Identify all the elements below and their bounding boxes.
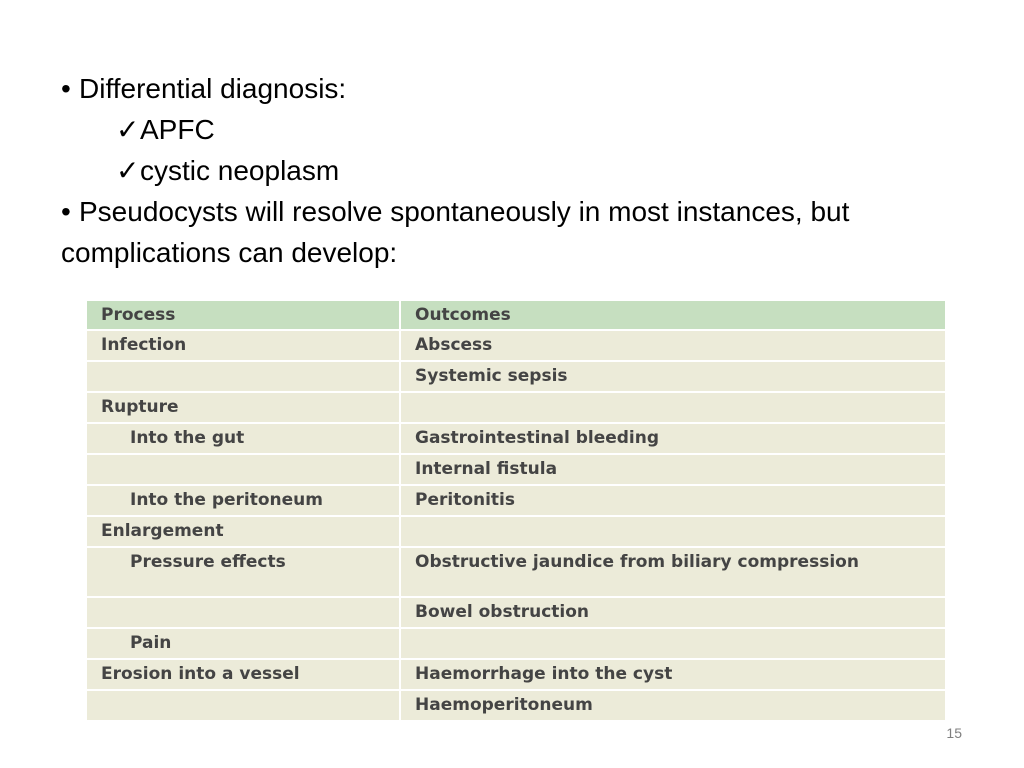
table-row [86,454,946,485]
process-cell: Pressure effects [86,547,400,597]
table-row [86,485,946,516]
bullet-text: Differential diagnosis: [79,73,347,104]
sub-item-apfc [61,109,981,150]
process-cell: Enlargement [86,516,400,547]
table-row [86,628,946,659]
checkmark-icon: ✓ [116,114,140,145]
outcome-cell: Bowel obstruction [400,597,946,628]
header-process: Process [86,300,400,330]
outcome-cell: Haemorrhage into the cyst [400,659,946,690]
outcome-cell: Internal fistula [400,454,946,485]
table-header-row [86,300,946,330]
outcome-cell [400,392,946,423]
table-row [86,361,946,392]
table-row [86,659,946,690]
table-row [86,423,946,454]
outcome-cell [400,516,946,547]
table-row [86,690,946,721]
process-cell: Pain [86,628,400,659]
outcome-cell [400,628,946,659]
process-cell [86,454,400,485]
process-cell [86,597,400,628]
complications-table-image [85,299,945,715]
outcome-cell: Abscess [400,330,946,361]
outcome-cell: Haemoperitoneum [400,690,946,721]
table-row [86,516,946,547]
sub-item-text: cystic neoplasm [140,155,340,186]
outcome-cell: Systemic sepsis [400,361,946,392]
sub-item-text: APFC [140,114,215,145]
bullet-icon: • [61,196,71,227]
page-number: 15 [946,725,962,741]
bullet-differential-diagnosis [61,68,981,109]
header-outcomes: Outcomes [400,300,946,330]
process-cell: Erosion into a vessel [86,659,400,690]
slide-body [61,68,981,273]
complications-table [85,299,947,722]
process-cell: Into the peritoneum [86,485,400,516]
bullet-pseudocysts [61,191,981,273]
process-cell: Rupture [86,392,400,423]
process-cell [86,361,400,392]
bullet-icon: • [61,73,71,104]
table-row [86,392,946,423]
process-cell: Infection [86,330,400,361]
table-row [86,330,946,361]
process-cell: Into the gut [86,423,400,454]
checkmark-icon: ✓ [116,155,140,186]
bullet-text: Pseudocysts will resolve spontaneously in most instances, but complications can develop: [61,196,850,268]
outcome-cell: Obstructive jaundice from biliary compression [400,547,946,597]
table-row [86,597,946,628]
outcome-cell: Gastrointestinal bleeding [400,423,946,454]
process-cell [86,690,400,721]
sub-item-cystic-neoplasm [61,150,981,191]
outcome-cell: Peritonitis [400,485,946,516]
table-row [86,547,946,597]
table-body [86,330,946,721]
